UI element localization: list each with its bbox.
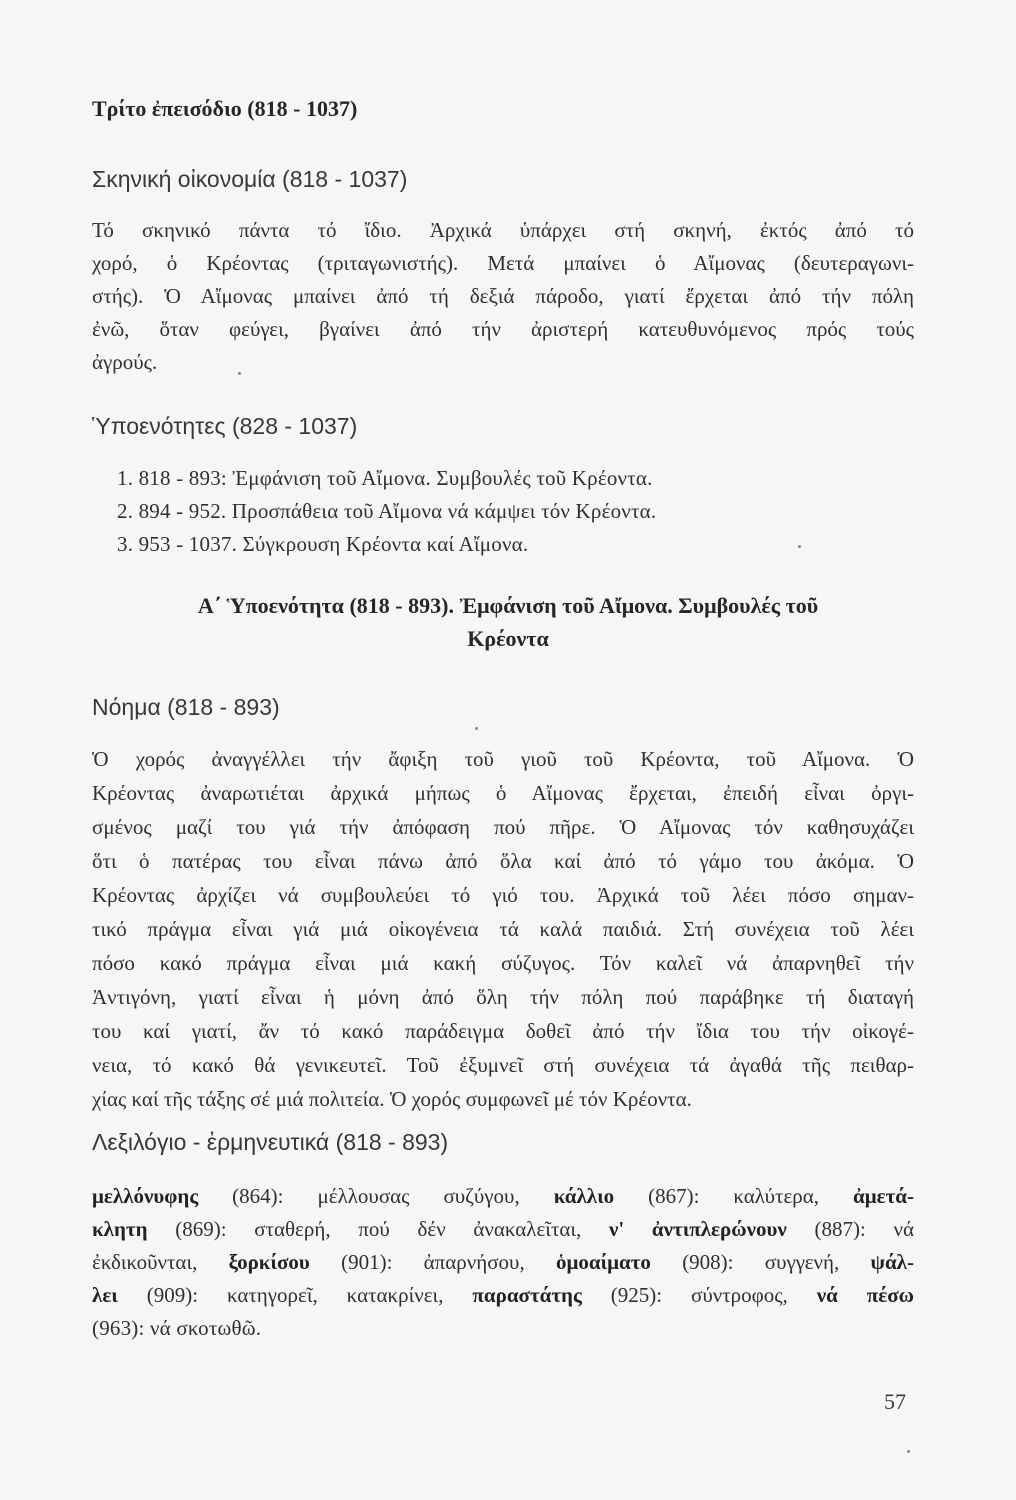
- meaning-line: Ὁ χορός ἀναγγέλλει τήν ἄφιξη τοῦ γιοῦ τοῦ Κρέοντα, τοῦ Αἴμονα. Ὁ: [92, 747, 914, 771]
- glossary-term: ὁμοαίματο: [555, 1250, 651, 1274]
- glossary-term: κάλλιο: [553, 1184, 615, 1208]
- page-number: 57: [884, 1389, 906, 1414]
- meaning-line: νεια, τό κακό θά γενικευτεῖ. Τοῦ ἐξυμνεῖ στή συνέχεια τά ἀγαθά τῆς πειθαρ-: [92, 1053, 914, 1077]
- glossary-term: μελλόνυφης: [92, 1184, 199, 1208]
- stage-line: ἐνῶ, ὅταν φεύγει, βγαίνει ἀπό τήν ἀριστερή κατευθυνόμενος πρός τούς: [92, 317, 914, 341]
- glossary-line: [92, 1316, 261, 1341]
- subunit-a-title-line1: Α΄ Ὑποενότητα (818 - 893). Ἐμφάνιση τοῦ Αἴμονα. Συμβουλές τοῦ: [197, 593, 819, 618]
- glossary-line: [92, 1217, 914, 1242]
- glossary-term: ξορκίσου: [228, 1250, 310, 1274]
- glossary-definition: (864): μέλλουσας συζύγου,: [198, 1184, 554, 1208]
- stage-heading: Σκηνική οἰκονομία (818 - 1037): [92, 166, 408, 192]
- meaning-line: Κρέοντας ἀναρωτιέται ἀρχικά μήπως ὁ Αἴμονας ἔρχεται, ἐπειδή εἶναι ὀργι-: [92, 781, 914, 805]
- meaning-heading: Νόημα (818 - 893): [92, 694, 280, 720]
- glossary-line: [92, 1184, 914, 1209]
- glossary-definition: (908): συγγενή,: [650, 1250, 871, 1274]
- glossary-term: παραστάτης: [472, 1283, 582, 1307]
- meaning-line: ὅτι ὁ πατέρας του εἶναι πάνω ἀπό ὅλα καί ἀπό τό γάμο του ἀκόμα. Ὁ: [92, 849, 914, 873]
- glossary-definition: (869): σταθερή, πού δέν ἀνακαλεῖται,: [147, 1217, 609, 1241]
- subunit-item: 1. 818 - 893: Ἐμφάνιση τοῦ Αἴμονα. Συμβουλές τοῦ Κρέοντα.: [117, 466, 653, 490]
- meaning-line: χίας καί τῆς τάξης σέ μιά πολιτεία. Ὁ χορός συμφωνεῖ μέ τόν Κρέοντα.: [92, 1087, 692, 1111]
- glossary-term: κλητη: [92, 1217, 148, 1241]
- glossary-term: ἀμετά-: [853, 1184, 914, 1208]
- glossary-definition: (909): κατηγορεῖ, κατακρίνει,: [117, 1283, 473, 1307]
- stage-line: Τό σκηνικό πάντα τό ἴδιο. Ἀρχικά ὑπάρχει στή σκηνή, ἐκτός ἀπό τό: [92, 218, 914, 242]
- glossary-definition: ἐκδικοῦνται,: [92, 1250, 229, 1274]
- scan-speck: [475, 727, 478, 730]
- meaning-line: τικό πράγμα εἶναι γιά μιά οἰκογένεια τά καλά παιδιά. Στή συνέχεια τοῦ λέει: [92, 917, 914, 941]
- glossary-term: νά πέσω: [816, 1283, 915, 1307]
- subunit-item: 2. 894 - 952. Προσπάθεια τοῦ Αἴμονα νά κάμψει τόν Κρέοντα.: [117, 499, 657, 523]
- meaning-line: σμένος μαζί του γιά τήν ἀπόφαση πού πῆρε. Ὁ Αἴμονας τόν καθησυχάζει: [92, 815, 914, 839]
- stage-line: στής). Ὁ Αἴμονας μπαίνει ἀπό τή δεξιά πάροδο, γιατί ἔρχεται ἀπό τήν πόλη: [92, 284, 914, 308]
- glossary-definition: (925): σύντροφος,: [581, 1283, 817, 1307]
- glossary-line: [92, 1283, 914, 1308]
- glossary-definition: (867): καλύτερα,: [614, 1184, 853, 1208]
- glossary-line: [92, 1250, 914, 1275]
- glossary-term: ν' ἀντιπλερώνουν: [609, 1217, 787, 1241]
- glossary-term: ψάλ-: [870, 1250, 914, 1274]
- glossary-definition: (887): νά: [786, 1217, 914, 1241]
- meaning-line: Κρέοντας ἀρχίζει νά συμβουλεύει τό γιό του. Ἀρχικά τοῦ λέει πόσο σημαν-: [92, 883, 914, 907]
- subunit-item: 3. 953 - 1037. Σύγκρουση Κρέοντα καί Αἴμονα.: [117, 532, 529, 556]
- subunit-a-title-line2: Κρέοντα: [467, 626, 549, 651]
- subunits-heading: Ὑποενότητες (828 - 1037): [92, 413, 358, 439]
- scan-speck: [907, 1450, 910, 1453]
- meaning-line: του καί γιατί, ἄν τό κακό παράδειγμα δοθεῖ ἀπό τήν ἴδια του τήν οἰκογέ-: [92, 1019, 914, 1043]
- glossary-definition: (963): νά σκοτωθῶ.: [92, 1316, 262, 1340]
- glossary-term: λει: [92, 1283, 118, 1307]
- glossary-definition: (901): ἀπαρνήσου,: [309, 1250, 556, 1274]
- episode-heading: Τρίτο ἐπεισόδιο (818 - 1037): [92, 96, 358, 121]
- meaning-line: πόσο κακό πράγμα εἶναι μιά κακή σύζυγος. Τόν καλεῖ νά ἀπαρνηθεῖ τήν: [92, 951, 914, 975]
- stage-line: ἀγρούς.: [92, 350, 158, 374]
- scan-speck: [238, 372, 241, 375]
- meaning-line: Ἀντιγόνη, γιατί εἶναι ἡ μόνη ἀπό ὅλη τήν πόλη πού παράβηκε τή διαταγή: [92, 985, 914, 1009]
- stage-line: χορό, ὁ Κρέοντας (τριταγωνιστής). Μετά μπαίνει ὁ Αἴμονας (δευτεραγωνι-: [92, 251, 914, 275]
- scan-speck: [798, 545, 801, 548]
- glossary-heading: Λεξιλόγιο - ἑρμηνευτικά (818 - 893): [92, 1129, 449, 1155]
